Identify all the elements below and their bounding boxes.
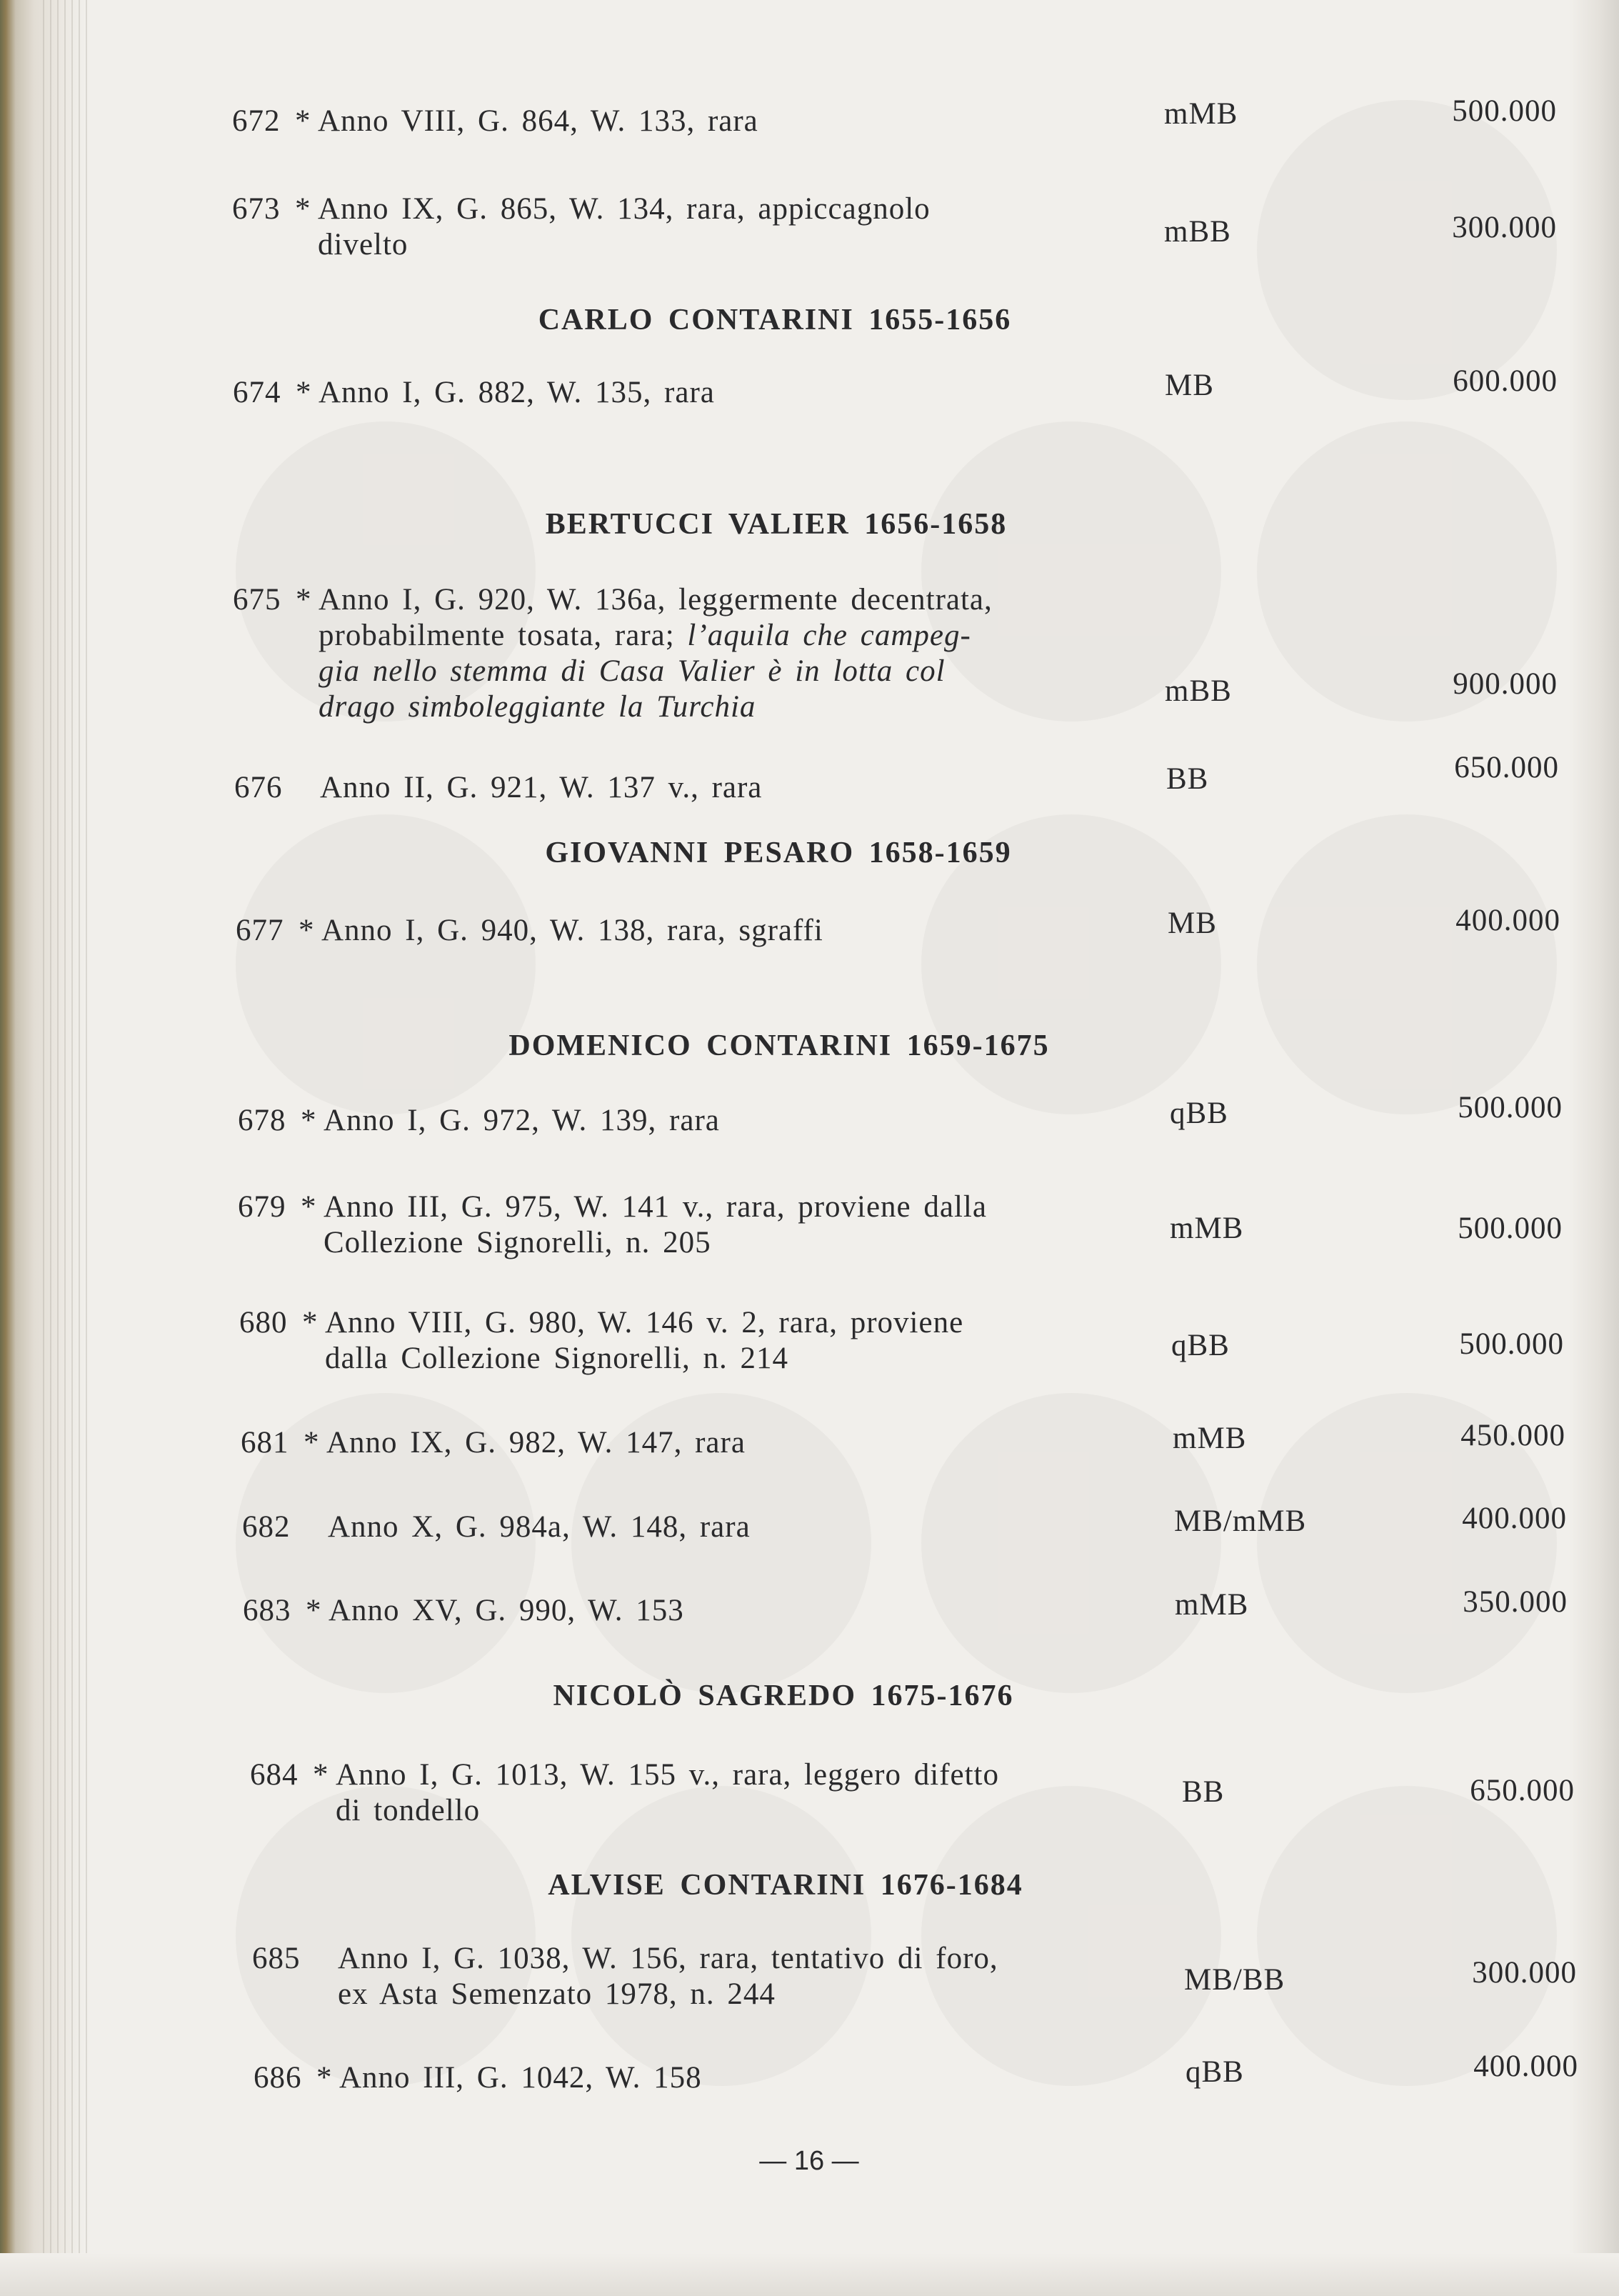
description-line: Anno I, G. 1038, W. 156, rara, tentativo di foro,: [338, 1942, 998, 1975]
section-heading: GIOVANNI PESARO 1658-1659: [545, 837, 1012, 869]
lot-description: [324, 1103, 1081, 1139]
italic-note-line: [319, 689, 1076, 725]
lot-grade: MB/BB: [1184, 1963, 1285, 1997]
ghost-coin: [1257, 1786, 1557, 2086]
description-line: ex Asta Semenzato 1978, n. 244: [338, 1977, 776, 2011]
photo-star-marker: *: [295, 104, 311, 138]
lot-price: 300.000: [1472, 1956, 1577, 1990]
lot-description: [318, 104, 1075, 139]
lot-grade: qBB: [1170, 1097, 1228, 1130]
lot-number: 680: [239, 1306, 288, 1339]
description-line: Anno I, G. 940, W. 138, rara, sgraffi: [321, 914, 823, 947]
lot-number: 674: [233, 376, 281, 409]
lot-number: 676: [234, 771, 283, 804]
lot-price: 500.000: [1458, 1091, 1563, 1124]
section-heading: CARLO CONTARINI 1655-1656: [538, 304, 1012, 336]
lot-description: [324, 1189, 1081, 1261]
lot-number: 677: [236, 914, 284, 947]
lot-number: 681: [241, 1426, 289, 1459]
lot-number: 673: [232, 192, 281, 226]
lot-description: [326, 1425, 1083, 1461]
italic-note: drago simboleggiante la Turchia: [319, 690, 756, 724]
lot-price: 650.000: [1454, 751, 1559, 784]
lot-description: [339, 2060, 1096, 2096]
page-number: — 16 —: [759, 2146, 859, 2176]
lot-grade: mMB: [1173, 1422, 1247, 1455]
lot-description: [329, 1593, 1086, 1629]
lot-grade: MB: [1168, 907, 1217, 940]
section-heading: NICOLÒ SAGREDO 1675-1676: [553, 1679, 1014, 1712]
lot-description: [325, 1305, 1082, 1377]
photo-star-marker: *: [313, 1758, 329, 1792]
description-line: Collezione Signorelli, n. 205: [324, 1226, 711, 1259]
lot-price: 400.000: [1455, 904, 1560, 937]
lot-price: 900.000: [1453, 667, 1558, 701]
description-line: Anno IX, G. 865, W. 134, rara, appiccagnolo: [318, 192, 931, 226]
photo-star-marker: *: [299, 914, 315, 947]
section-heading: BERTUCCI VALIER 1656-1658: [545, 508, 1008, 541]
italic-note: gia nello stemma di Casa Valier è in lotta col: [319, 654, 946, 688]
lot-price: 650.000: [1470, 1774, 1575, 1807]
lot-grade: qBB: [1186, 2055, 1244, 2089]
description-line: Anno I, G. 1013, W. 155 v., rara, leggero difetto: [336, 1758, 999, 1792]
description-text: probabilmente tosata, rara;: [319, 619, 675, 652]
photo-star-marker: *: [302, 1306, 319, 1339]
lot-description: [321, 913, 1078, 949]
lot-grade: mMB: [1170, 1212, 1244, 1245]
lot-price: 300.000: [1452, 211, 1557, 244]
description-line: Anno IX, G. 982, W. 147, rara: [326, 1426, 746, 1459]
lot-price: 350.000: [1463, 1585, 1568, 1619]
lot-description: [318, 191, 1075, 263]
lot-description: [319, 582, 1076, 725]
lot-price: 500.000: [1452, 94, 1557, 128]
description-line: Anno III, G. 975, W. 141 v., rara, proviene dalla: [324, 1190, 987, 1224]
lot-description: [320, 770, 1077, 806]
section-heading: ALVISE CONTARINI 1676-1684: [548, 1869, 1023, 1902]
ghost-coin: [1257, 100, 1557, 400]
photo-star-marker: *: [316, 2061, 333, 2095]
description-line: Anno X, G. 984a, W. 148, rara: [328, 1510, 751, 1544]
lot-number: 678: [238, 1104, 286, 1137]
description-line-mixed: [319, 618, 1076, 654]
description-line: Anno XV, G. 990, W. 153: [329, 1594, 684, 1627]
description-line: Anno II, G. 921, W. 137 v., rara: [320, 771, 763, 804]
lot-description: [336, 1757, 1093, 1829]
description-line: di tondello: [336, 1794, 481, 1827]
description-line: dalla Collezione Signorelli, n. 214: [325, 1342, 788, 1375]
lot-number: 682: [242, 1510, 291, 1544]
lot-price: 450.000: [1460, 1419, 1565, 1452]
lot-price: 400.000: [1473, 2050, 1578, 2083]
lot-number: 683: [243, 1594, 291, 1627]
lot-grade: BB: [1166, 762, 1209, 796]
lot-price: 500.000: [1459, 1327, 1564, 1361]
lot-grade: mMB: [1175, 1588, 1249, 1622]
description-line: divelto: [318, 228, 408, 261]
lot-grade: mBB: [1164, 215, 1231, 249]
italic-note-line: [319, 654, 1076, 689]
lot-price: 400.000: [1462, 1502, 1567, 1535]
lot-grade: mBB: [1165, 674, 1232, 708]
ghost-coin: [236, 1786, 536, 2086]
lot-grade: BB: [1182, 1775, 1225, 1809]
photo-star-marker: *: [296, 583, 312, 617]
section-heading: DOMENICO CONTARINI 1659-1675: [508, 1029, 1050, 1062]
lot-number: 675: [233, 583, 281, 617]
lot-number: 686: [254, 2061, 302, 2095]
lot-description: [328, 1509, 1085, 1545]
photo-star-marker: *: [296, 376, 312, 409]
lot-number: 672: [232, 104, 281, 138]
lot-grade: qBB: [1171, 1329, 1230, 1362]
ghost-coin: [921, 1786, 1221, 2086]
lot-description: [319, 375, 1076, 411]
photo-star-marker: *: [306, 1594, 322, 1627]
lot-grade: mMB: [1164, 97, 1238, 131]
lot-price: 600.000: [1453, 364, 1558, 398]
italic-note: l’aquila che campeg-: [687, 619, 971, 652]
photo-star-marker: *: [295, 192, 311, 226]
lot-description: [338, 1941, 1095, 2012]
description-line: Anno I, G. 882, W. 135, rara: [319, 376, 715, 409]
description-line: Anno III, G. 1042, W. 158: [339, 2061, 702, 2095]
lot-number: 684: [250, 1758, 299, 1792]
lot-grade: MB/mMB: [1174, 1504, 1307, 1538]
description-line: Anno VIII, G. 864, W. 133, rara: [318, 104, 758, 138]
lot-price: 500.000: [1458, 1212, 1563, 1245]
photo-star-marker: *: [301, 1190, 317, 1224]
lot-grade: MB: [1165, 369, 1214, 402]
photo-star-marker: *: [301, 1104, 317, 1137]
ghost-coin: [571, 1786, 871, 2086]
lot-number: 679: [238, 1190, 286, 1224]
description-line: Anno I, G. 972, W. 139, rara: [324, 1104, 720, 1137]
description-line: Anno VIII, G. 980, W. 146 v. 2, rara, proviene: [325, 1306, 964, 1339]
lot-number: 685: [252, 1942, 301, 1975]
photo-star-marker: *: [304, 1426, 320, 1459]
description-line: Anno I, G. 920, W. 136a, leggermente decentrata,: [319, 583, 993, 617]
